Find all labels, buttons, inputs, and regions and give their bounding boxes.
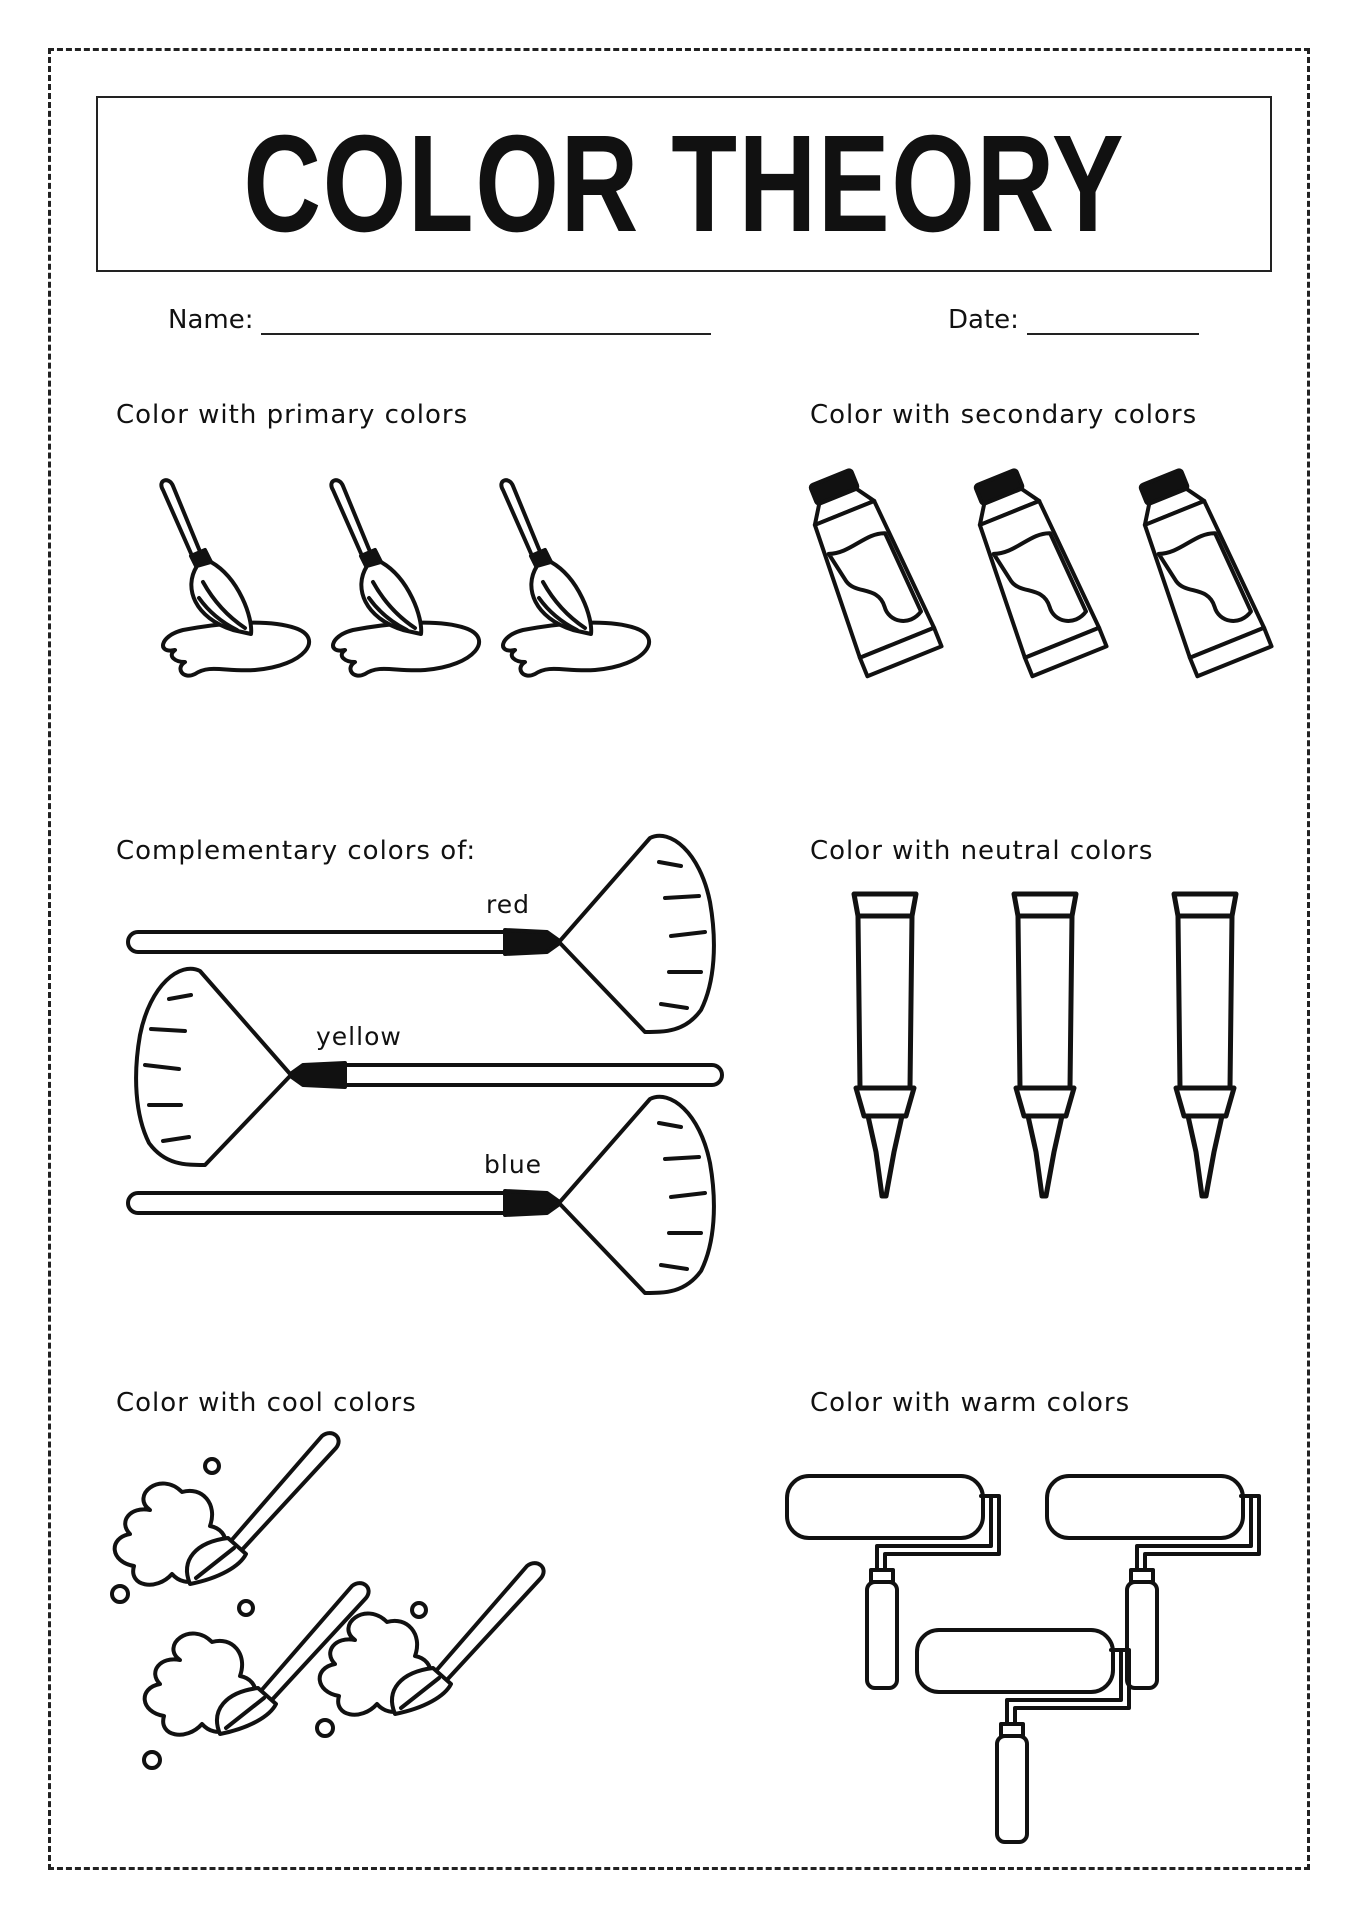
date-field — [948, 305, 1199, 335]
date-line[interactable] — [1027, 307, 1199, 335]
page-title: COLOR THEORY — [243, 107, 1125, 261]
section-title-cool: Color with cool colors — [116, 1388, 417, 1418]
section-title-warm: Color with warm colors — [810, 1388, 1131, 1418]
section-title-secondary: Color with secondary colors — [810, 400, 1198, 430]
paint-tube-icon[interactable] — [790, 468, 950, 683]
spatula-splat-icon[interactable] — [305, 1560, 555, 1770]
brush-puddle-icon[interactable] — [495, 478, 665, 678]
brush-puddle-icon[interactable] — [325, 478, 495, 678]
name-field — [168, 305, 711, 335]
section-title-primary: Color with primary colors — [116, 400, 469, 430]
paint-tube-icon[interactable] — [955, 468, 1115, 683]
marker-icon[interactable] — [1160, 888, 1250, 1204]
section-title-complementary: Complementary colors of: — [116, 836, 477, 866]
complementary-label-blue: blue — [484, 1150, 543, 1179]
name-line[interactable] — [261, 307, 711, 335]
fan-brush-icon-blue[interactable] — [125, 1093, 725, 1303]
paint-roller-icon[interactable] — [915, 1628, 1135, 1848]
section-title-neutral: Color with neutral colors — [810, 836, 1154, 866]
brush-puddle-icon[interactable] — [155, 478, 325, 678]
complementary-label-yellow: yellow — [316, 1022, 402, 1051]
paint-tube-icon[interactable] — [1120, 468, 1280, 683]
title-box — [96, 96, 1272, 272]
marker-icon[interactable] — [840, 888, 930, 1204]
date-label: Date: — [948, 305, 1019, 335]
name-label: Name: — [168, 305, 254, 335]
marker-icon[interactable] — [1000, 888, 1090, 1204]
complementary-label-red: red — [486, 890, 530, 919]
